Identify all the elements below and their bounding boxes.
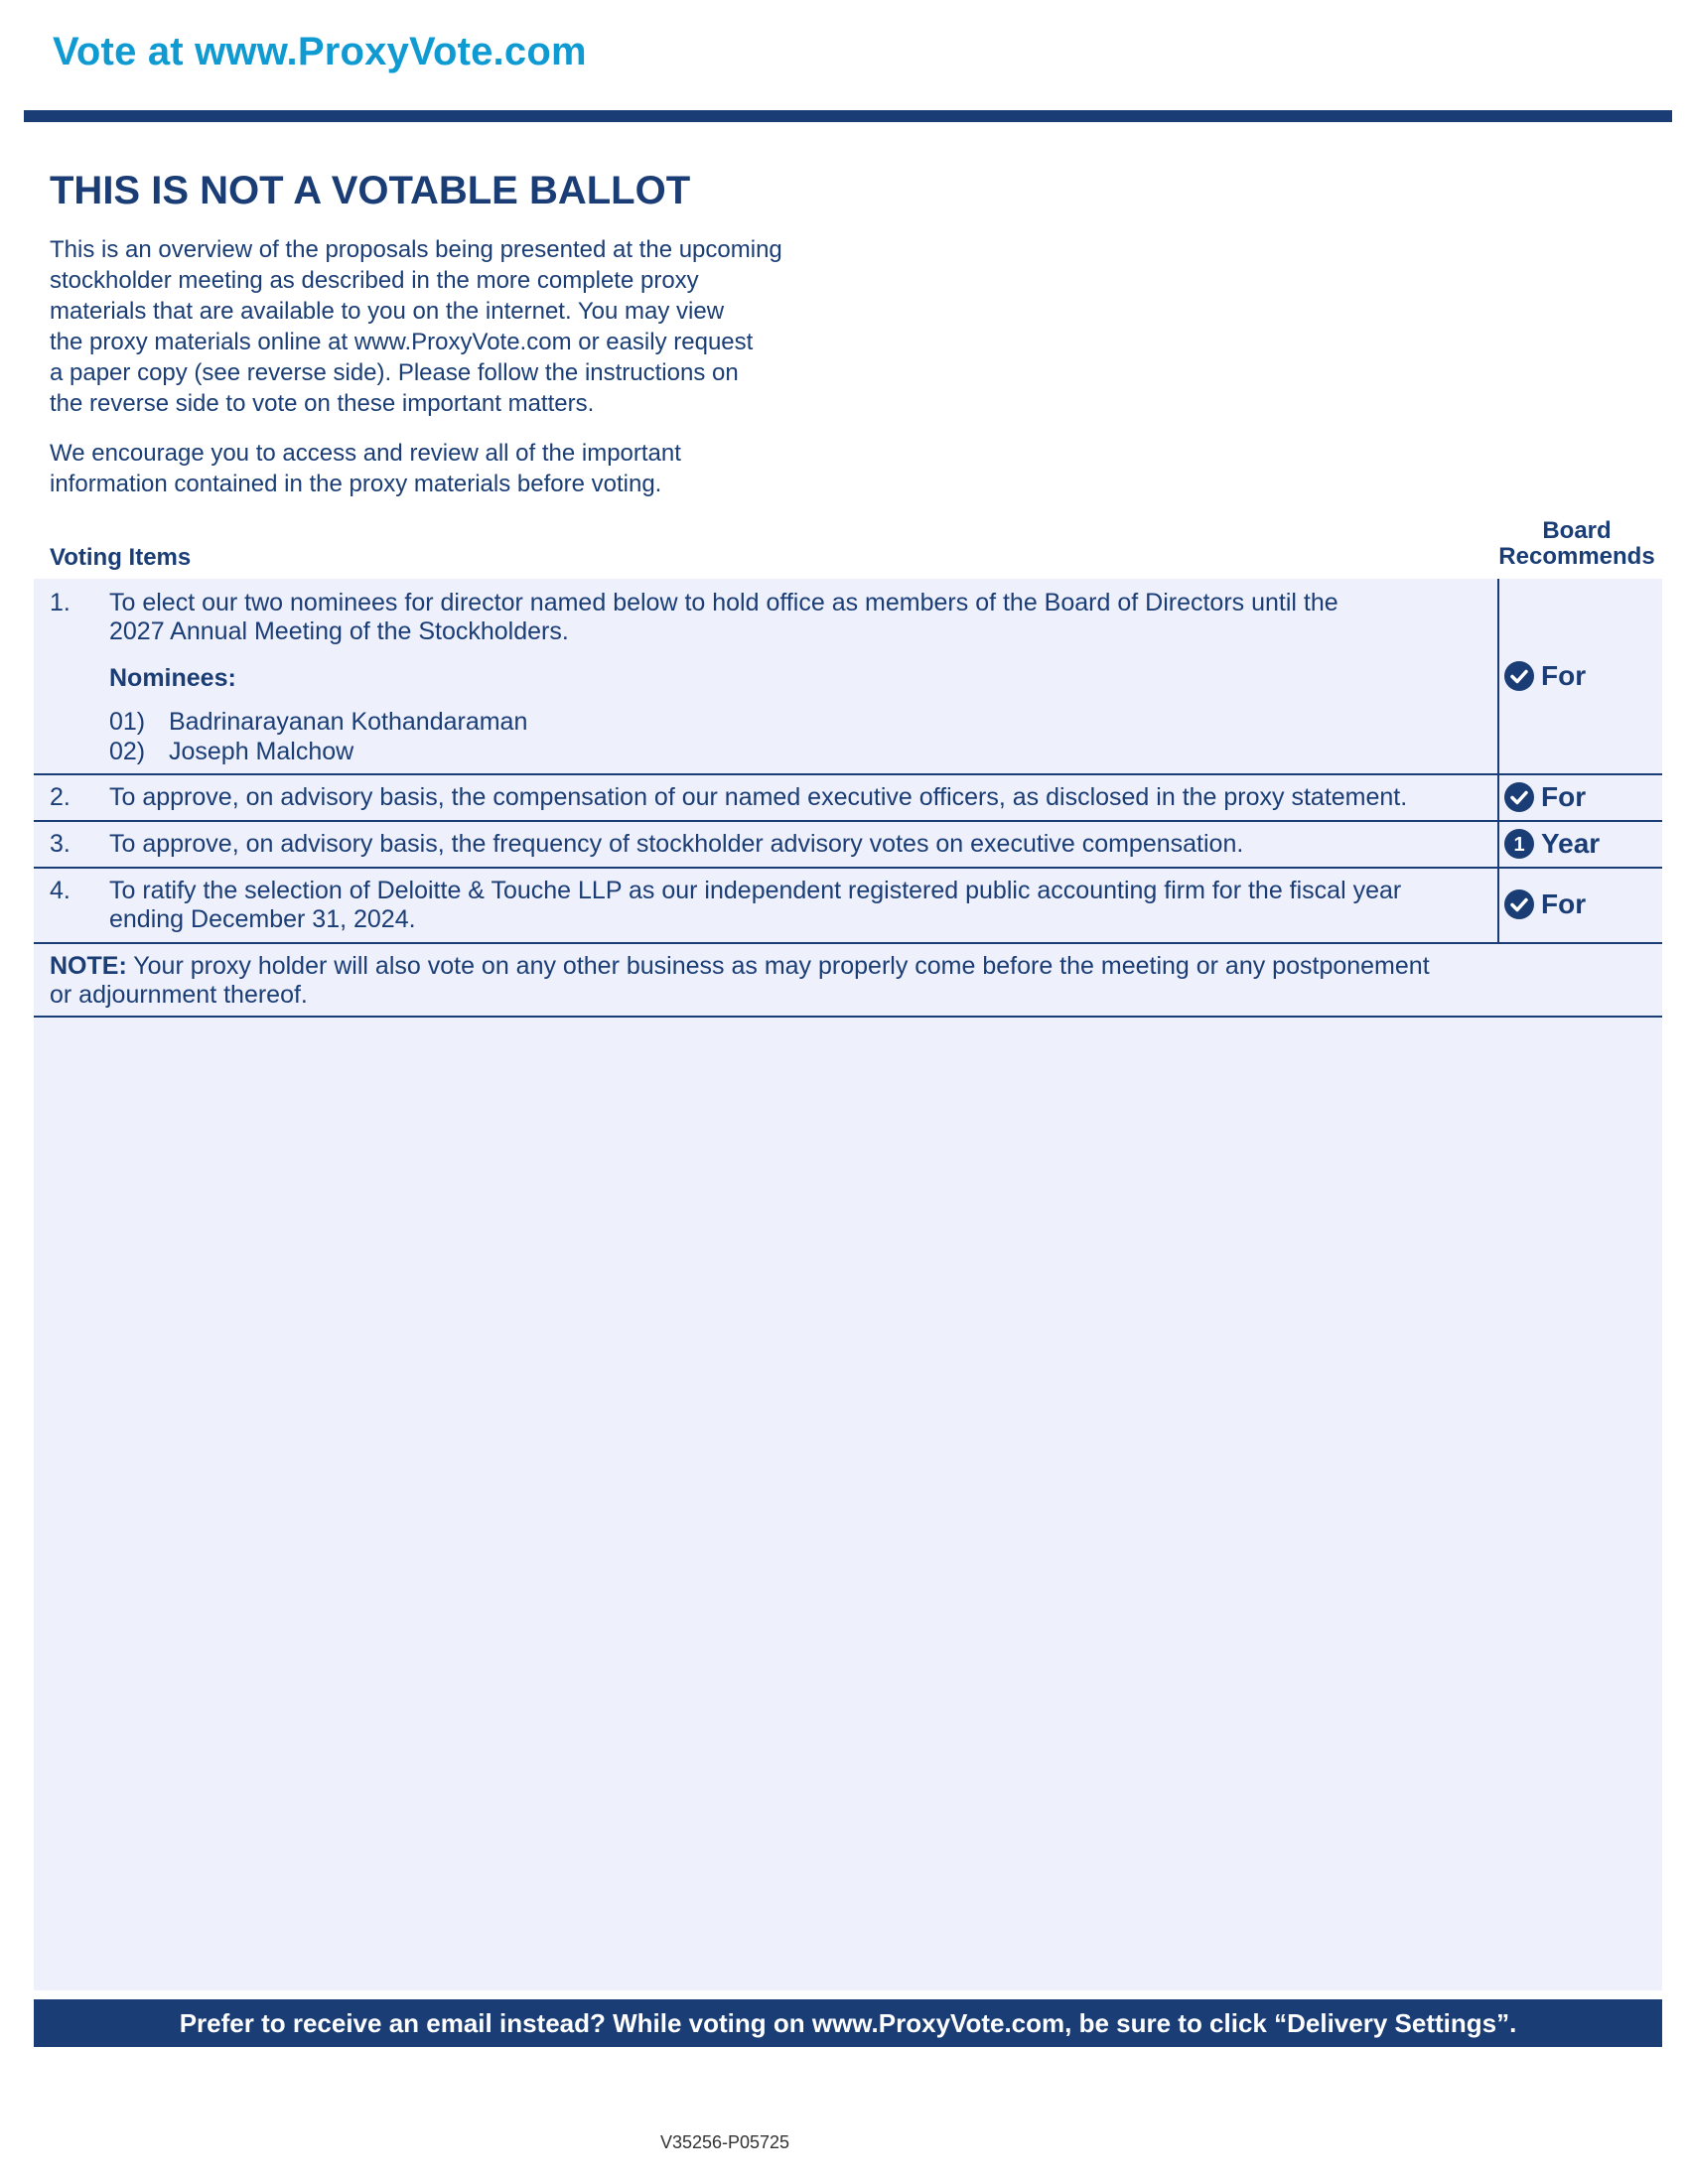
note-row — [34, 944, 1662, 1018]
item-number: 2. — [50, 783, 70, 811]
check-circle-icon — [1503, 888, 1535, 920]
intro-line: the proxy materials online at www.ProxyVote.com or easily request — [50, 329, 754, 355]
nominee-item — [109, 738, 353, 766]
item-text — [109, 877, 1514, 934]
voting-item-row — [34, 579, 1662, 775]
item-number: 1. — [50, 589, 70, 616]
item-text-line: ending December 31, 2024. — [109, 905, 416, 933]
svg-text:1: 1 — [1513, 834, 1525, 856]
item-number: 4. — [50, 877, 70, 904]
check-circle-icon — [1503, 660, 1535, 692]
board-recommends-header — [1487, 518, 1666, 570]
item-number: 3. — [50, 830, 70, 858]
intro-paragraph-2 — [50, 438, 844, 499]
item-text: To approve, on advisory basis, the compensation of our named executive officers, as disclosed in the proxy statement. — [109, 783, 1408, 811]
nominee-number: 02) — [109, 738, 146, 765]
intro-line: information contained in the proxy materials before voting. — [50, 471, 662, 497]
recommendation-label: Year — [1541, 828, 1601, 859]
intro-line: This is an overview of the proposals being presented at the upcoming — [50, 236, 782, 263]
item-text — [109, 589, 1514, 646]
recommendation-label: For — [1541, 660, 1587, 691]
nominee-name: Badrinarayanan Kothandaraman — [169, 708, 528, 736]
intro-line: We encourage you to access and review all of the important — [50, 440, 681, 467]
ballot-heading: THIS IS NOT A VOTABLE BALLOT — [50, 169, 691, 212]
intro-line: materials that are available to you on the internet. You may view — [50, 298, 725, 325]
recommendation — [1503, 781, 1586, 813]
number-one-circle-icon — [1503, 828, 1535, 860]
nominee-number: 01) — [109, 708, 146, 736]
nominee-name: Joseph Malchow — [169, 738, 354, 765]
nominees-label: Nominees: — [109, 664, 236, 692]
header-divider — [24, 110, 1672, 122]
board-recommends-line: Recommends — [1498, 543, 1655, 570]
recommendation-label: For — [1541, 888, 1587, 919]
recommendation-label: For — [1541, 781, 1587, 812]
board-recommends-line: Board — [1542, 517, 1612, 544]
voting-item-row — [34, 822, 1662, 869]
header-title: Vote at www.ProxyVote.com — [53, 30, 587, 73]
intro-line: stockholder meeting as described in the more complete proxy — [50, 267, 699, 294]
intro-paragraph — [50, 234, 844, 419]
voting-items-header: Voting Items — [50, 544, 192, 571]
item-text-line: To ratify the selection of Deloitte & Touche LLP as our independent registered public accounting firm for the fiscal year — [109, 877, 1402, 904]
recommendation — [1503, 660, 1586, 692]
note-label: NOTE: — [50, 952, 127, 980]
intro-line: a paper copy (see reverse side). Please follow the instructions on — [50, 359, 739, 386]
note-text — [50, 952, 1519, 1010]
check-circle-icon — [1503, 781, 1535, 813]
note-body-line: or adjournment thereof. — [50, 981, 308, 1009]
item-text-line: To elect our two nominees for director named below to hold office as members of the Board of Directors until the — [109, 589, 1338, 616]
voting-item-row — [34, 869, 1662, 944]
recommendation — [1503, 888, 1586, 920]
document-code: V35256-P05725 — [659, 2132, 790, 2152]
item-text-line: 2027 Annual Meeting of the Stockholders. — [109, 617, 569, 645]
item-text: To approve, on advisory basis, the frequency of stockholder advisory votes on executive compensation. — [109, 830, 1244, 858]
recommendation — [1503, 828, 1600, 860]
intro-line: the reverse side to vote on these important matters. — [50, 390, 595, 417]
nominee-item — [109, 708, 527, 737]
voting-item-row — [34, 775, 1662, 822]
email-delivery-banner: Prefer to receive an email instead? While voting on www.ProxyVote.com, be sure to click “Delivery Settings”. — [34, 1999, 1662, 2047]
note-body: Your proxy holder will also vote on any other business as may properly come before the meeting or any postponement — [126, 952, 1430, 980]
